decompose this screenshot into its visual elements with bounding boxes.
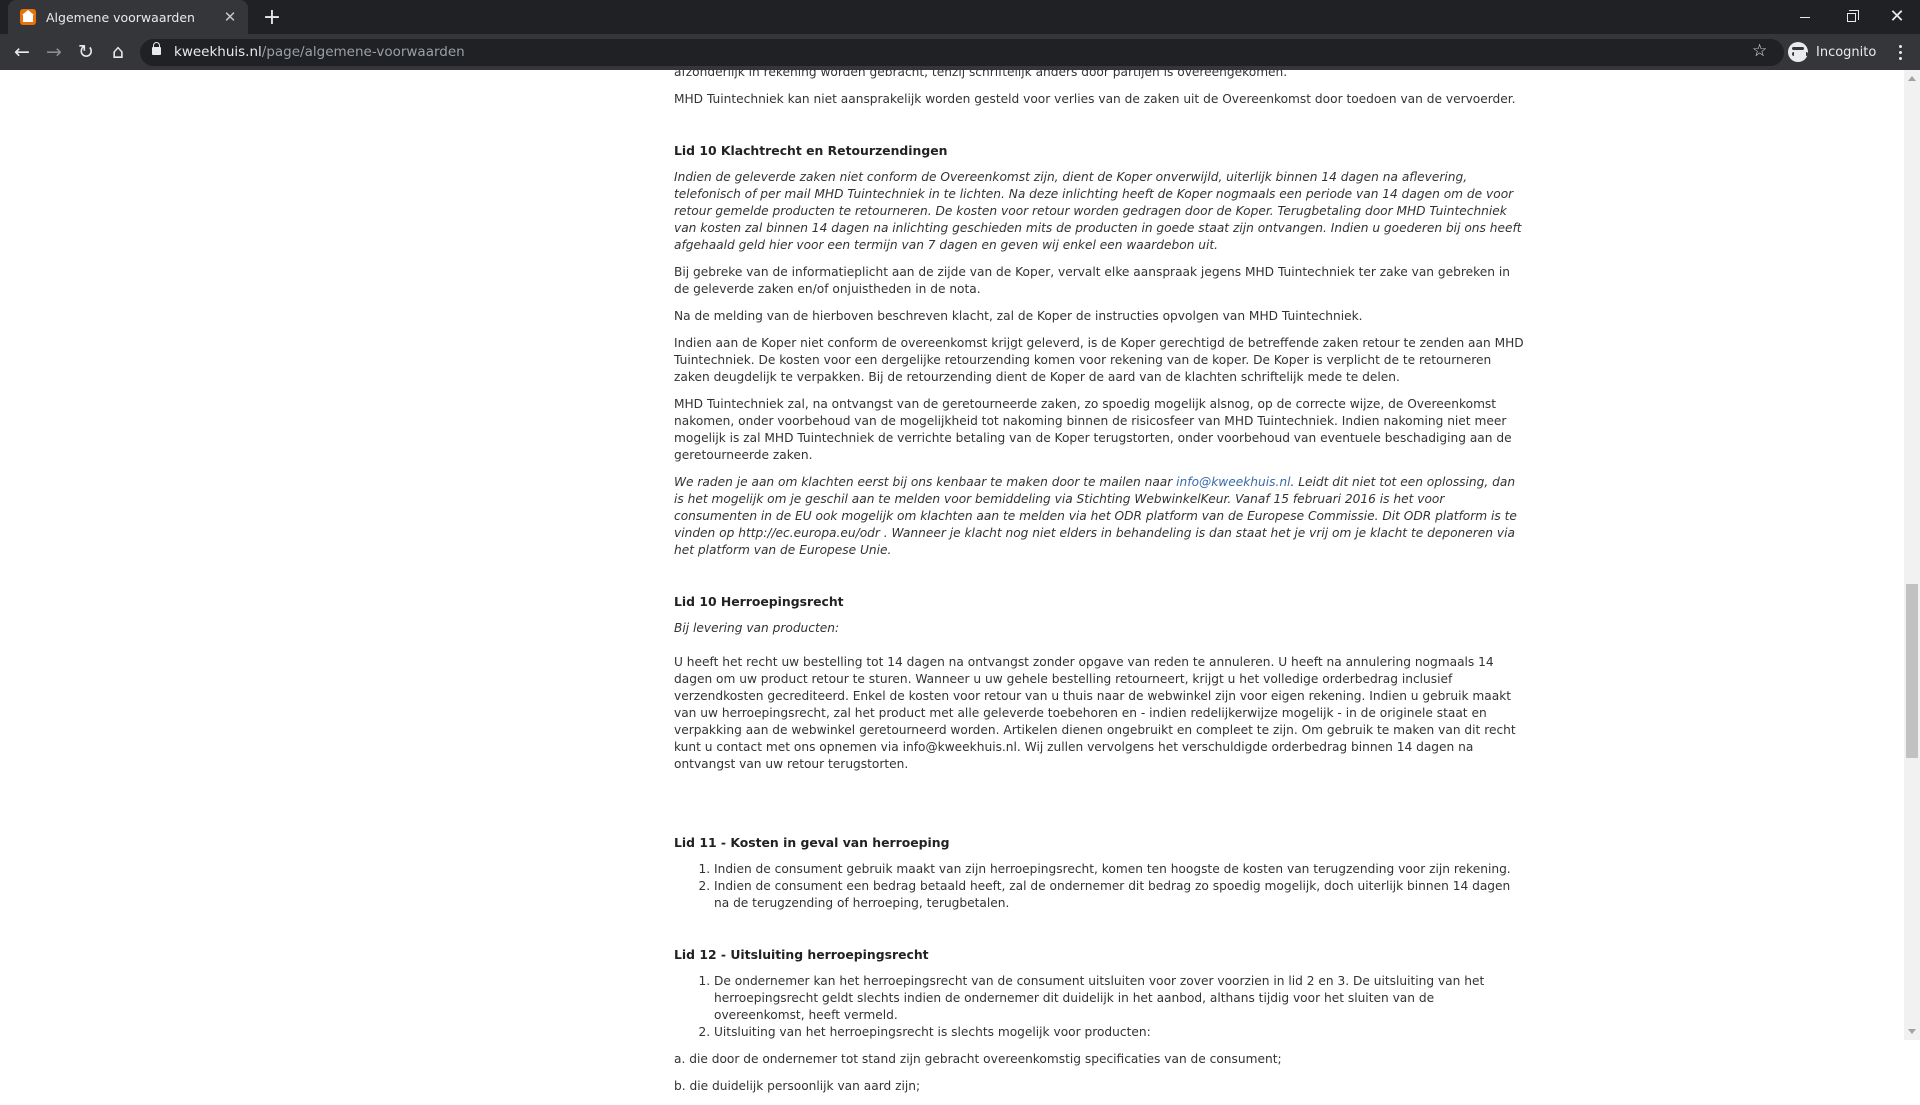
url-text[interactable]	[174, 44, 465, 60]
back-arrow-icon[interactable]: ←	[14, 41, 30, 63]
email-link[interactable]: info@kweekhuis.nl	[1176, 475, 1291, 489]
paragraph: Bij levering van producten:	[674, 621, 840, 635]
section-heading-lid11: Lid 11 - Kosten in geval van herroeping	[674, 835, 950, 850]
paragraph: Na de melding van de hierboven beschreven klacht, zal de Koper de instructies opvolgen van MHD Tuintechniek.	[674, 309, 1363, 323]
close-window-icon[interactable]: ✕	[1889, 6, 1905, 27]
paragraph: Bij gebreke van de informatieplicht aan de zijde van de Koper, vervalt elke aanspraak jegens MHD Tuintechniek ter zake van gebreken in de geleverde zaken en/of onjuistheden in de nota.	[674, 265, 1510, 296]
paragraph: MHD Tuintechniek kan niet aansprakelijk worden gesteld voor verlies van de zaken uit de Overeenkomst door toedoen van de vervoerder.	[674, 92, 1516, 106]
paragraph	[674, 474, 1526, 559]
terms-content	[674, 64, 1526, 1105]
scroll-down-icon[interactable]	[1908, 1029, 1916, 1034]
scroll-up-icon[interactable]	[1908, 76, 1916, 81]
plus-icon[interactable]: +	[262, 4, 282, 30]
lock-icon[interactable]	[152, 47, 161, 55]
spacer	[674, 783, 1526, 800]
section-heading-lid10-klachtrecht: Lid 10 Klachtrecht en Retourzendingen	[674, 143, 948, 158]
incognito-icon	[1788, 42, 1808, 62]
maximize-icon[interactable]	[1828, 0, 1874, 34]
list-item: 2. Indien de consument een bedrag betaald heeft, zal de ondernemer dit bedrag zo spoedig mogelijk, doch uiterlijk binnen 14 dagen na de terugzending of herroeping, terugbetalen.	[714, 878, 1526, 912]
close-icon[interactable]: ✕	[223, 8, 237, 26]
scrollbar-thumb[interactable]	[1906, 584, 1918, 758]
list-item: 2. Uitsluiting van het herroepingsrecht is slechts mogelijk voor producten:	[714, 1024, 1526, 1041]
tab-title: Algemene voorwaarden	[46, 9, 195, 25]
section-heading-lid12: Lid 12 - Uitsluiting herroepingsrecht	[674, 947, 929, 962]
text: We raden je aan om klachten eerst bij ons kenbaar te maken door te mailen naar	[674, 475, 1177, 489]
paragraph: Indien de geleverde zaken niet conform de Overeenkomst zijn, dient de Koper onverwijld, uiterlijk binnen 14 dagen na aflevering, telefonisch of per mail MHD Tuintechniek in te lichten. Na deze inlichting heeft de Koper nogmaals een periode van 14 dagen om de voor retour gemelde producten te retourneren. De kosten voor retour worden gedragen door de Koper. Terugbetaling door MHD Tuintechniek van kosten zal binnen 14 dagen na inlichting geschieden mits de producten in goede staat zijn ontvangen. Indien u goederen bij ons heeft afgehaald geld hier voor een termijn van 7 dagen en geven wij enkel een waardebon uit.	[674, 170, 1522, 252]
list-item: 1. De ondernemer kan het herroepingsrecht van de consument uitsluiten voor zover voorzien in lid 2 en 3. De uitsluiting van het herroepingsrecht geldt slechts indien de ondernemer dit duidelijk in het aanbod, althans tijdig voor het sluiten van de overeenkomst, heeft vermeld.	[714, 973, 1526, 1024]
paragraph: a. die door de ondernemer tot stand zijn gebracht overeenkomstig specificaties van de consument;	[674, 1052, 1282, 1066]
reload-icon[interactable]: ↻	[78, 41, 94, 63]
url-host: kweekhuis.nl	[174, 44, 262, 60]
text: . Leidt dit niet tot een oplossing, dan is het mogelijk om je geschil aan te melden voor bemiddeling via Stichting WebwinkelKeur. Vanaf 15 februari 2016 is het voor consumenten in de EU ook mogelijk om klachten aan te melden via het ODR platform van de Europese Commissie. Dit ODR platform is te vinden op http://ec.europa.eu/odr . Wanneer je klacht nog niet elders in behandeling is dan staat het je vrij om je klacht te deponeren via het platform van de Europese Unie.	[674, 475, 1517, 557]
minimize-icon[interactable]	[1782, 0, 1828, 34]
forward-arrow-icon[interactable]: →	[46, 41, 62, 63]
incognito-label: Incognito	[1816, 44, 1877, 60]
page-scrollbar[interactable]	[1904, 70, 1920, 1040]
paragraph: b. die duidelijk persoonlijk van aard zijn;	[674, 1079, 921, 1093]
lid11-list	[714, 861, 1526, 912]
section-heading-lid10-herroepingsrecht: Lid 10 Herroepingsrecht	[674, 594, 844, 609]
home-icon[interactable]: ⌂	[111, 41, 125, 63]
paragraph: MHD Tuintechniek zal, na ontvangst van de geretourneerde zaken, zo spoedig mogelijk alsnog, op de correcte wijze, de Overeenkomst nakomen, onder voorbehoud van de mogelijkheid tot nakoming binnen de risicosfeer van MHD Tuintechniek. Indien nakoming niet meer mogelijk is zal MHD Tuintechniek de verrichte betaling van de Koper terugstorten, onder voorbehoud van eventuele beschadiging aan de geretourneerde zaken.	[674, 397, 1512, 462]
browser-titlebar	[0, 0, 1920, 34]
url-path: /page/algemene-voorwaarden	[261, 44, 465, 60]
browser-tab[interactable]	[8, 0, 248, 34]
star-icon[interactable]: ☆	[1752, 41, 1768, 61]
paragraph: afzonderlijk in rekening worden gebracht, tenzij schriftelijk anders door partijen is overeengekomen.	[674, 65, 1288, 79]
list-item: 1. Indien de consument gebruik maakt van zijn herroepingsrecht, komen ten hoogste de kosten van terugzending voor zijn rekening.	[714, 861, 1526, 878]
paragraph: Indien aan de Koper niet conform de overeenkomst krijgt geleverd, is de Koper gerechtigd de betreffende zaken retour te zenden aan MHD Tuintechniek. De kosten voor een dergelijke retourzending komen voor rekening van de koper. De Koper is verplicht de te retourneren zaken deugdelijk te verpakken. Bij de retourzending dient de Koper de aard van de klachten schriftelijk mede te delen.	[674, 336, 1524, 384]
incognito-profile[interactable]	[1788, 38, 1876, 66]
address-bar[interactable]	[140, 39, 1784, 66]
favicon-icon	[20, 9, 36, 25]
kebab-menu-icon[interactable]	[1890, 38, 1910, 66]
lid12-list	[714, 973, 1526, 1041]
page-viewport	[0, 65, 1904, 1093]
paragraph: U heeft het recht uw bestelling tot 14 dagen na ontvangst zonder opgave van reden te annuleren. U heeft na annulering nogmaals 14 dagen om uw product retour te sturen. Wanneer u uw gehele bestelling retourneert, krijgt u het volledige orderbedrag inclusief verzendkosten gecrediteerd. Enkel de kosten voor retour van u thuis naar de webwinkel zijn voor eigen rekening. Indien u gebruik maakt van uw herroepingsrecht, zal het product met alle geleverde toebehoren en - indien redelijkerwijze mogelijk - in de originele staat en verpakking aan de webwinkel geretourneerd worden. Artikelen dienen ongebruikt en compleet te zijn. Om gebruik te maken van dit recht kunt u contact met ons opnemen via info@kweekhuis.nl. Wij zullen vervolgens het verschuldigde orderbedrag binnen 14 dagen na ontvangst van uw retour terugstorten.	[674, 655, 1516, 771]
